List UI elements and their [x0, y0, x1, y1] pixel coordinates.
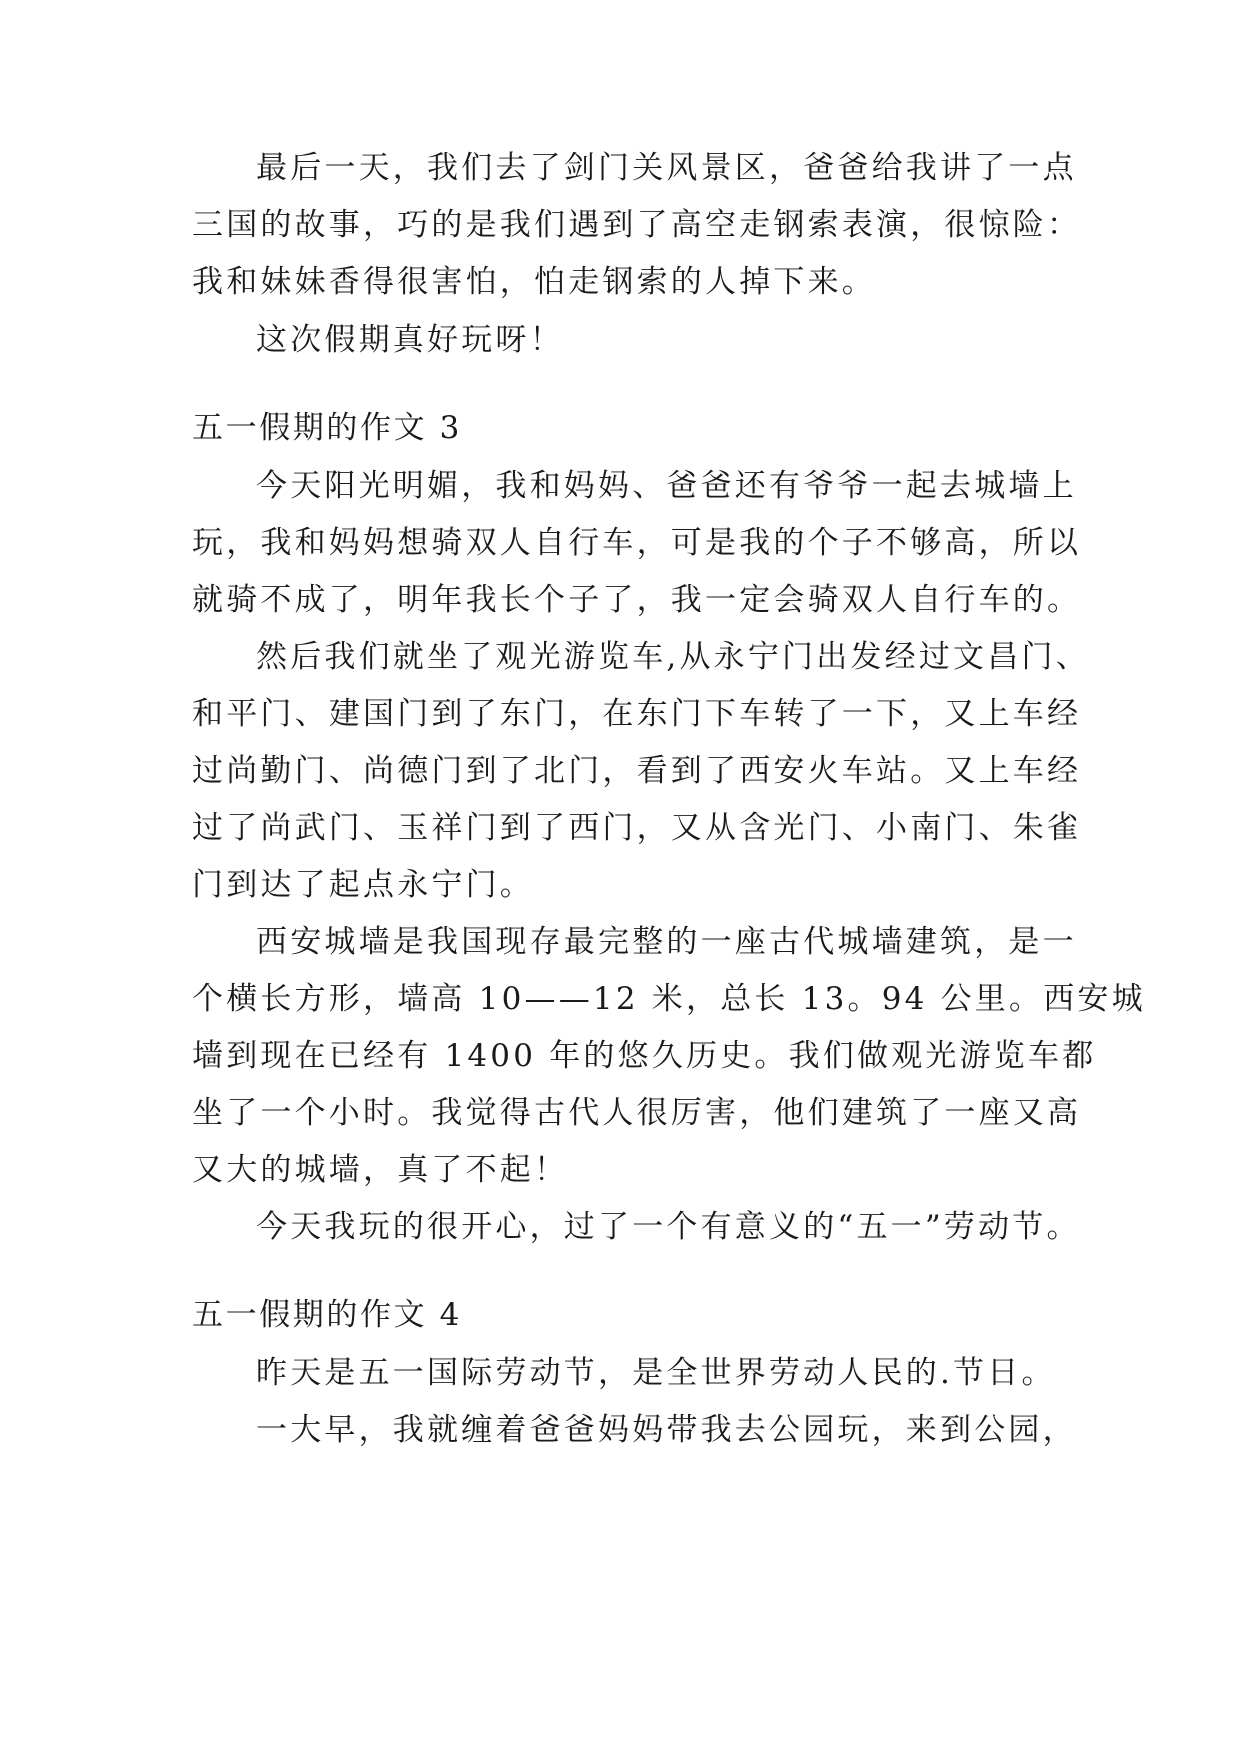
paragraph-line: 墙到现在已经有 1400 年的悠久历史。我们做观光游览车都 [192, 1038, 1097, 1074]
section-heading: 五一假期的作文 4 [192, 1297, 462, 1333]
paragraph-line: 最后一天，我们去了剑门关风景区，爸爸给我讲了一点 [256, 150, 1077, 186]
paragraph-line: 今天阳光明媚，我和妈妈、爸爸还有爷爷一起去城墙上 [256, 468, 1077, 504]
paragraph-line: 门到达了起点永宁门。 [192, 867, 534, 903]
paragraph-line: 坐了一个小时。我觉得古代人很厉害，他们建筑了一座又高 [192, 1095, 1082, 1131]
paragraph-line: 过了尚武门、玉祥门到了西门，又从含光门、小南门、朱雀 [192, 810, 1082, 846]
paragraph-line: 就骑不成了，明年我长个子了，我一定会骑双人自行车的。 [192, 582, 1082, 618]
paragraph-line: 又大的城墙，真了不起！ [192, 1152, 569, 1188]
paragraph-line: 然后我们就坐了观光游览车,从永宁门出发经过文昌门、 [256, 639, 1090, 675]
paragraph-line: 个横长方形，墙高 10——12 米，总长 13。94 公里。西安城 [192, 981, 1146, 1017]
paragraph-line: 今天我玩的很开心，过了一个有意义的“五一”劳动节。 [256, 1209, 1081, 1245]
paragraph-line: 过尚勤门、尚德门到了北门，看到了西安火车站。又上车经 [192, 753, 1082, 789]
paragraph-line: 我和妹妹香得很害怕，怕走钢索的人掉下来。 [192, 264, 876, 300]
paragraph-line: 和平门、建国门到了东门，在东门下车转了一下，又上车经 [192, 696, 1082, 732]
paragraph-line: 玩，我和妈妈想骑双人自行车，可是我的个子不够高，所以 [192, 525, 1082, 561]
section-heading: 五一假期的作文 3 [192, 410, 462, 446]
paragraph-line: 西安城墙是我国现存最完整的一座古代城墙建筑，是一 [256, 924, 1077, 960]
paragraph-line: 三国的故事，巧的是我们遇到了高空走钢索表演，很惊险： [192, 207, 1082, 243]
paragraph-line: 这次假期真好玩呀！ [256, 322, 564, 358]
paragraph-line: 昨天是五一国际劳动节，是全世界劳动人民的.节日。 [256, 1355, 1056, 1391]
paragraph-line: 一大早，我就缠着爸爸妈妈带我去公园玩，来到公园， [256, 1412, 1077, 1448]
